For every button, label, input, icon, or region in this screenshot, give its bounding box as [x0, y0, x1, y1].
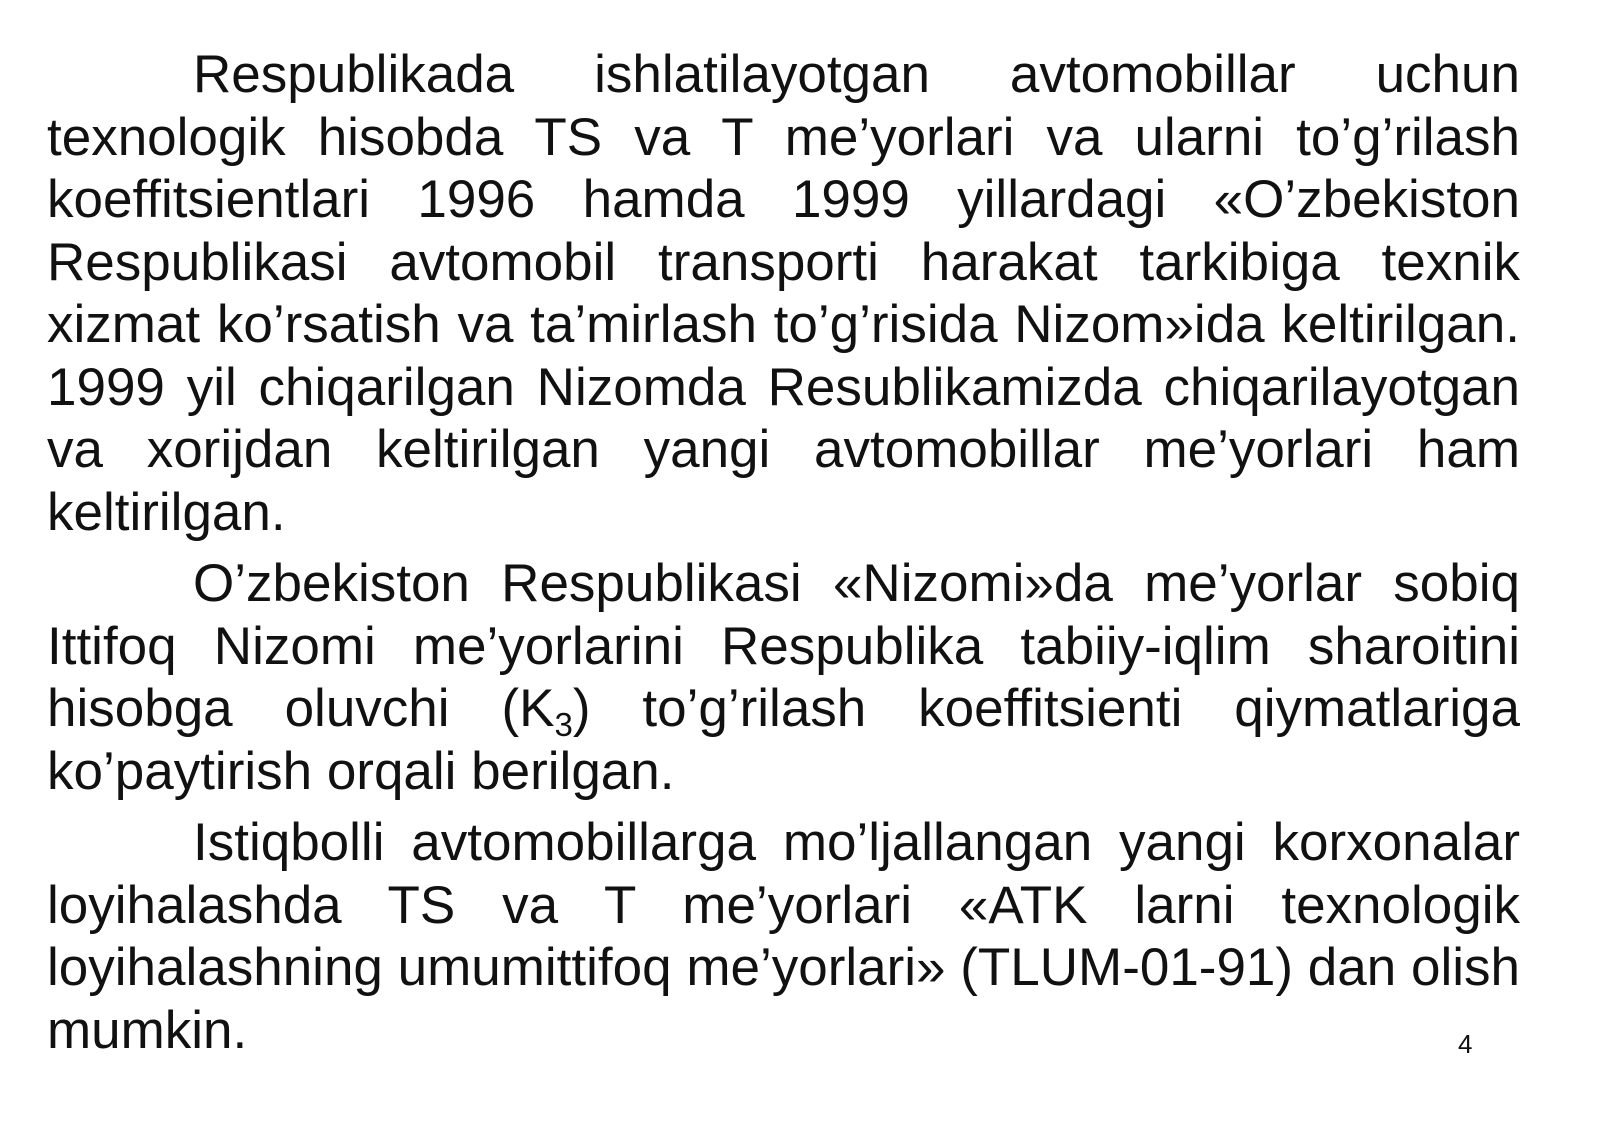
slide-body: [47, 44, 1520, 1062]
paragraph-2-text-end: ) to’g’rilash koeffitsienti qiymatlariga ko’paytirish orqali berilgan.: [47, 679, 1520, 801]
page-number: 4: [1458, 1029, 1473, 1059]
paragraph-2-text-start: O’zbekiston Respublikasi «Nizomi»da me’yorlar sobiq Ittifoq Nizomi me’yorlarini Respublika tabiiy-iqlim sharoitini hisobga oluvchi (K: [47, 554, 1520, 738]
paragraph-1: Respublikada ishlatilayotgan avtomobillar uchun texnologik hisobda TS va T me’yorlari va ularni to’g’rilash koeffitsientlari 1996 hamda 1999 yillardagi «O’zbekiston Respublikasi avtomobil transporti harakat tarkibiga texnik xizmat ko’rsatish va ta’mirlash to’g’risida Nizom»ida keltirilgan. 1999 yil chiqarilgan Nizomda Resublikamizda chiqarilayotgan va xorijdan keltirilgan yangi avtomobillar me’yorlari ham keltirilgan.: [47, 45, 1520, 542]
k-subscript: 3: [554, 706, 573, 743]
paragraph-3: Istiqbolli avtomobillarga mo’ljallangan yangi korxonalar loyihalashda TS va T me’yorlari «ATK larni texnologik loyihalashning umumittifoq me’yorlari» (TLUM-01-91) dan olish mumkin.: [47, 813, 1520, 1060]
paragraph-2: [47, 553, 1520, 803]
